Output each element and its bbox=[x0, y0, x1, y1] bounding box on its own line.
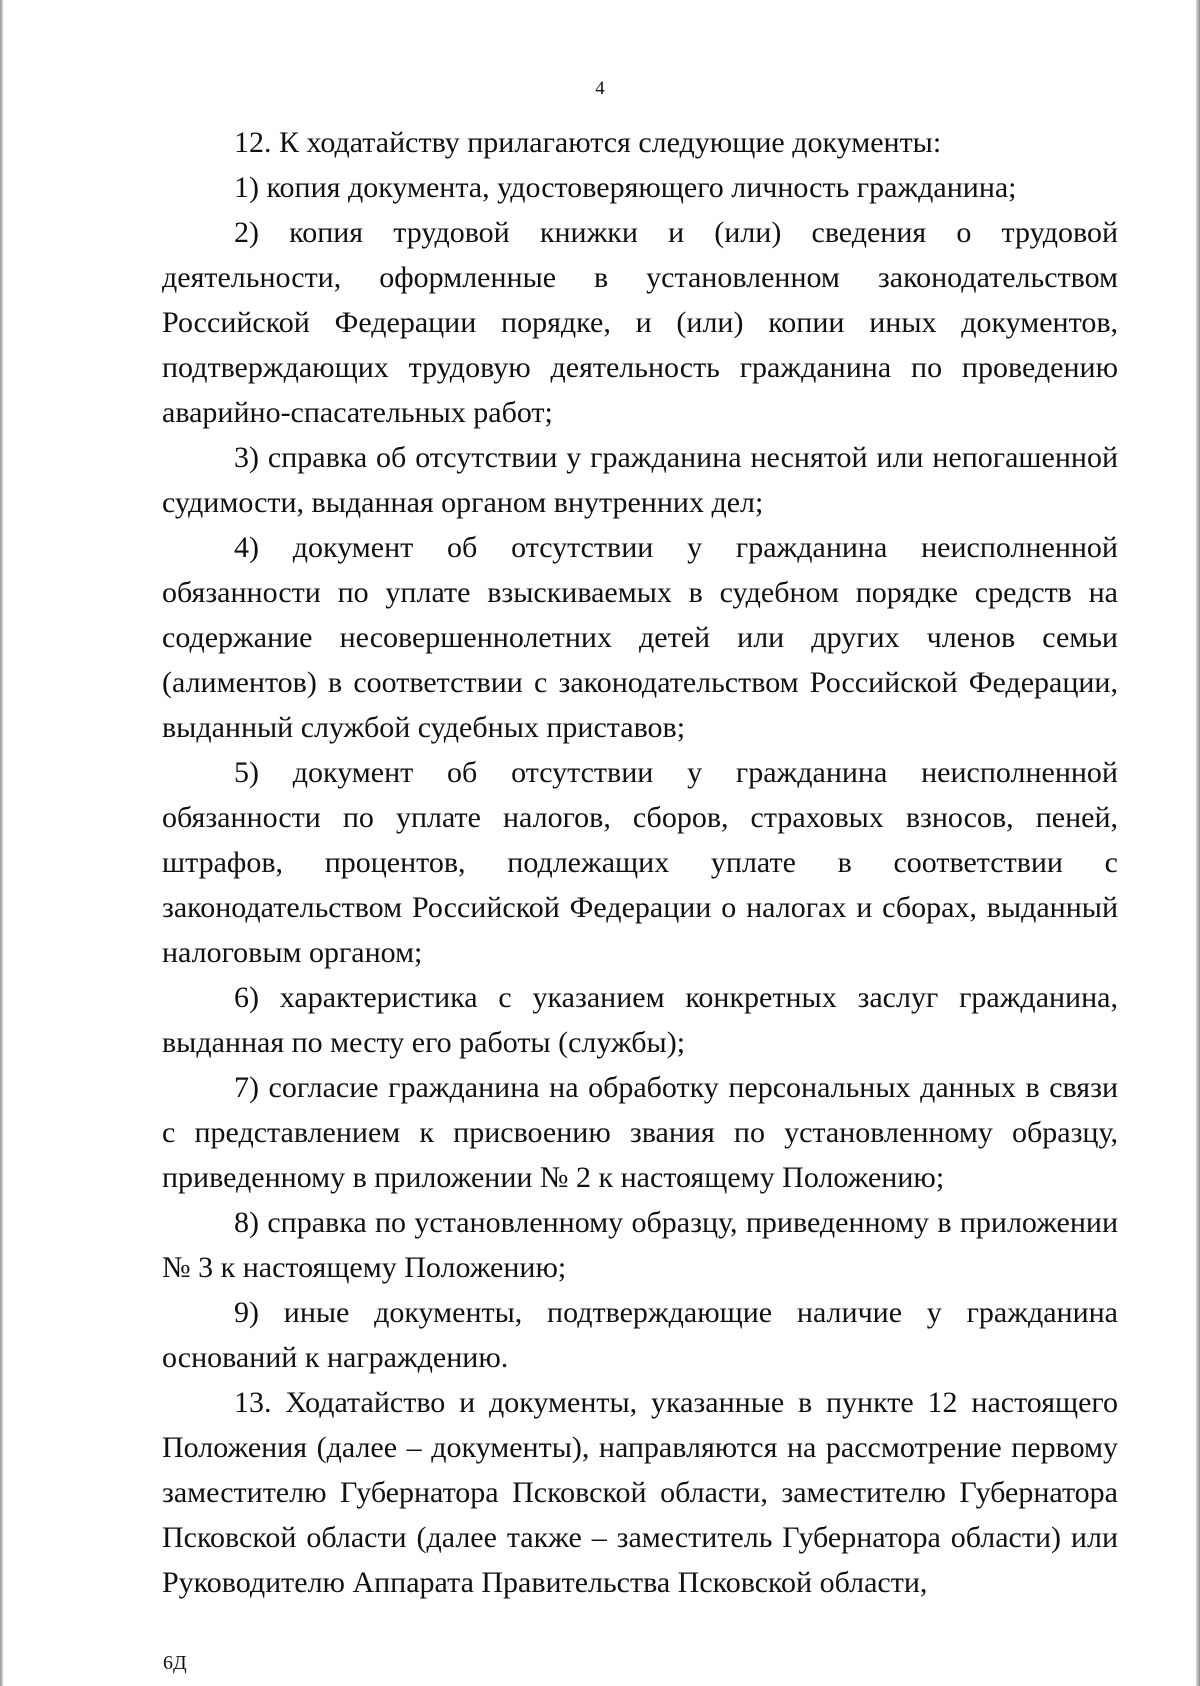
list-item-8: 8) справка по установленному образцу, приведенному в приложении № 3 к настоящему Положению; bbox=[162, 1206, 1118, 1284]
list-item-1: 1) копия документа, удостоверяющего личность гражданина; bbox=[234, 171, 1017, 204]
list-item-7: 7) согласие гражданина на обработку персональных данных в связи с представлением к присвоению звания по установленному образцу, приведенному в приложении № 2 к настоящему Положению; bbox=[162, 1071, 1118, 1194]
list-item-4: 4) документ об отсутствии у гражданина неисполненной обязанности по уплате взыскиваемых в судебном порядке средств на содержание несовершеннолетних детей или других членов семьи (алиментов) в соответствии с законодательством Российской Федерации, выданный службой судебных приставов; bbox=[162, 531, 1118, 744]
paragraph-item-13: 13. Ходатайство и документы, указанные в пункте 12 настоящего Положения (далее – документы), направляются на рассмотрение первому заместителю Губернатора Псковской области, заместителю Губернатора Псковской области (далее также – заместитель Губернатора области) или Руководителю Аппарата Правительства Псковской области, bbox=[162, 1386, 1118, 1599]
page-number: 4 bbox=[595, 78, 605, 99]
list-item-9: 9) иные документы, подтверждающие наличие у гражданина оснований к награждению. bbox=[162, 1296, 1118, 1374]
list-item-2: 2) копия трудовой книжки и (или) сведения о трудовой деятельности, оформленные в установленном законодательством Российской Федерации порядке, и (или) копии иных документов, подтверждающих трудовую деятельность гражданина по проведению аварийно-спасательных работ; bbox=[162, 216, 1118, 429]
list-item-5: 5) документ об отсутствии у гражданина неисполненной обязанности по уплате налогов, сборов, страховых взносов, пеней, штрафов, процентов, подлежащих уплате в соответствии с законодательством Российской Федерации о налогах и сборах, выданный налоговым органом; bbox=[162, 756, 1118, 969]
paragraph-item-12: 12. К ходатайству прилагаются следующие документы: bbox=[234, 126, 942, 159]
list-item-3: 3) справка об отсутствии у гражданина неснятой или непогашенной судимости, выданная органом внутренних дел; bbox=[162, 441, 1118, 519]
list-item-6: 6) характеристика с указанием конкретных заслуг гражданина, выданная по месту его работы (службы); bbox=[162, 981, 1118, 1059]
document-body bbox=[162, 120, 1118, 1605]
scan-right-edge bbox=[1196, 0, 1200, 1686]
footer-code: 6Д bbox=[163, 1652, 187, 1674]
scan-left-edge bbox=[0, 0, 3, 1686]
